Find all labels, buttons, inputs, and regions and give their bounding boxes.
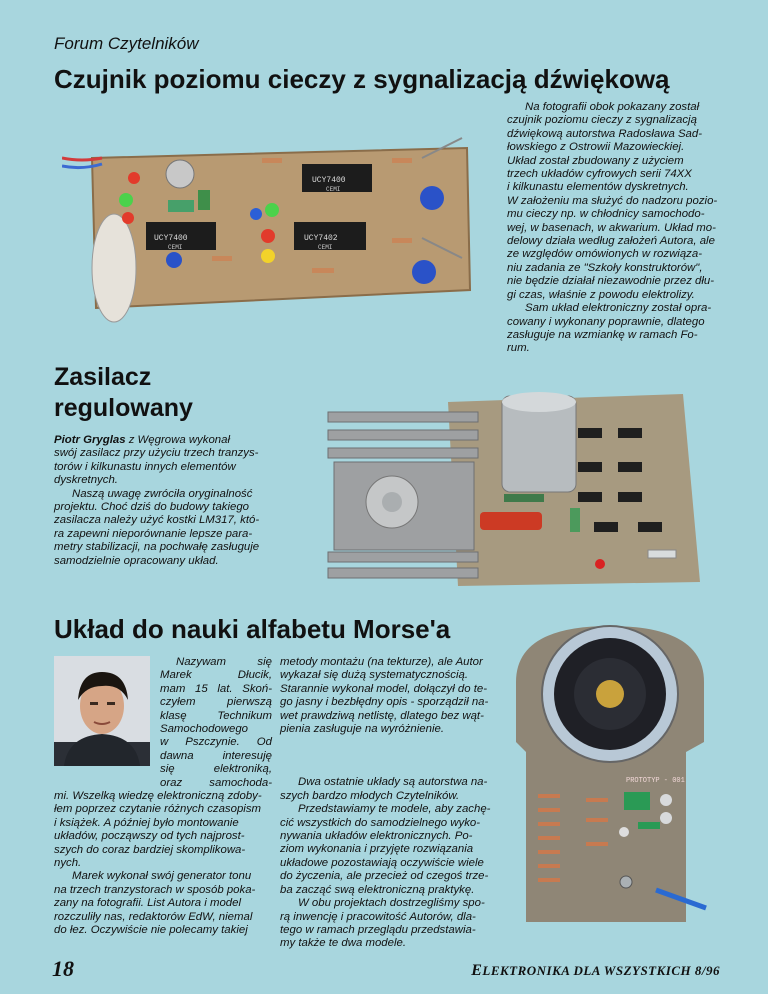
article3-line: wet prawdziwą netlistę, dlatego bez wąt- (280, 709, 484, 722)
article1-line: gi czas, właśnie z powodu elektrolizy. (507, 288, 695, 301)
article3-line: cić wszystkich do samodzielnego wyko- (280, 816, 481, 829)
article3-line: ziom wykonania i przyjęte rozwiązania (280, 843, 474, 856)
article1-line: wej, w basenach, w akwarium. Układ mo- (507, 221, 716, 234)
article3-line: i książek. A później było montowanie (54, 816, 239, 829)
article3-line: klasę Technikum (160, 709, 272, 722)
article1-photo-circuit-board (62, 118, 478, 340)
article1-line: trzech układów cyfrowych serii 74XX (507, 168, 692, 181)
article3-line: czyłem pierwszą (160, 696, 272, 709)
article3-line: metody montażu (na tekturze), ale Autor (280, 656, 483, 668)
article3-line: Przedstawiamy te modele, aby zachę- (298, 803, 491, 816)
article1-line: Na fotografii obok pokazany został (525, 101, 700, 113)
article1-line: W założeniu ma służyć do nadzoru pozio- (507, 194, 718, 207)
article2-line: metry stabilizacji, na pochwałę zasługuje (54, 541, 260, 554)
magazine-footer (471, 962, 720, 980)
article2-line: projektu. Choć dziś do budowy takiego (54, 501, 250, 514)
article3-line: Starannie wykonał model, dołączył do te- (280, 682, 488, 695)
article3-line: W obu projektach dostrzegliśmy spo- (298, 897, 485, 910)
article3-line: rozczuliły nas, redaktorów EdW, niemal (54, 910, 253, 923)
article3-line: układowe pozostawiają oczywiście wiele (280, 856, 484, 869)
article2-line: Naszą uwagę zwróciła oryginalność (72, 487, 253, 500)
article1-line: delowy działa według założeń Autora, ale (507, 235, 715, 248)
author-portrait-photo (54, 656, 150, 766)
article3-col1-wide (54, 790, 272, 937)
article3-line: rą inwencję i pracowitość Autorów, dla- (280, 910, 476, 923)
article3-line: zany na fotografii. List Autora i model (54, 897, 241, 910)
article3-line: wykazał się dużą systematycznością. (280, 669, 469, 682)
chip-label-2: UCY7400 (312, 176, 346, 185)
article2-body (54, 434, 268, 568)
article3-line: dawna interesuję (160, 749, 272, 762)
article3-line: pienia zasługuje na wyróżnienie. (280, 723, 445, 736)
article3-line: szych bardzo młodych Czytelników. (280, 789, 460, 802)
article3-line: w Pszczynie. Od (160, 736, 272, 749)
article1-line: Sam układ elektroniczny został opra- (525, 302, 712, 315)
article1-line: cowany i wykonany poprawnie, dlatego (507, 315, 705, 328)
chip-label-3b: CEMI (318, 244, 333, 251)
article1-title: Czujnik poziomu cieczy z sygnalizacją dźwiękową (54, 64, 670, 94)
chip-label-1b: CEMI (168, 244, 183, 251)
article2-title (54, 362, 254, 424)
chip-label-3: UCY7402 (304, 234, 338, 243)
article2-line: torów i kilkunastu innych elementów (54, 460, 236, 473)
article1-line: i kilkunastu elementów dyskretnych. (507, 181, 689, 194)
article3-line: Marek Dłucik, (160, 669, 272, 682)
chip-label-1: UCY7400 (154, 234, 188, 243)
article3-line: szych do coraz bardziej skomplikowa- (54, 843, 246, 856)
chip-label-2b: CEMI (326, 186, 341, 193)
article2-title-line1: Zasilacz (54, 363, 152, 391)
article3-line: ba zacząć swą elektroniczną praktykę. (280, 883, 475, 896)
article3-photo-morse-device (506, 622, 714, 930)
section-label: Forum Czytelników (54, 34, 199, 53)
article3-line: mi. Wszelką wiedzę elektroniczną zdoby- (54, 790, 262, 802)
article3-line: łem poprzez czytanie różnych czasopism (54, 803, 262, 816)
article3-line: do łez. Oczywiście nie polecamy takiej (54, 924, 248, 937)
article3-col2 (280, 656, 492, 951)
article3-line: mam 15 lat. Skoń- (160, 682, 272, 695)
article1-line: mu cieczy np. w chłodnicy samochodo- (507, 208, 705, 221)
article2-line: ra zapewni nieporównanie lepsze para- (54, 527, 253, 540)
magazine-initial: E (471, 962, 483, 979)
article3-line: Dwa ostatnie układy są autorstwa na- (298, 776, 488, 789)
article2-line: samodzielnie opracowany układ. (54, 554, 219, 567)
article3-line: nych. (54, 857, 82, 870)
article1-line: czujnik poziomu cieczy z sygnalizacją (507, 114, 697, 127)
article3-line: układów, począwszy od tych najprost- (54, 830, 245, 843)
article2-title-line2: regulowany (54, 394, 193, 422)
article3-line: się elektroniką, (160, 763, 272, 776)
article3-line: do życzenia, ale przecież od czegoś trze- (280, 870, 489, 883)
article1-line: rum. (507, 342, 530, 355)
article3-line: Samochodowego (160, 723, 249, 736)
article1-body (507, 101, 719, 356)
magazine-name: LEKTRONIKA DLA WSZYSTKICH 8/96 (482, 963, 720, 978)
article2-photo-power-supply (288, 372, 714, 590)
article2-author: Piotr Gryglas (54, 434, 126, 446)
article2-line: swój zasilacz przy użyciu trzech tranzys- (54, 447, 259, 460)
article1-line: ze względów omówionych w rozwiąza- (507, 248, 702, 261)
article3-title: Układ do nauki alfabetu Morse'a (54, 614, 451, 644)
article3-line: tego w ramach przeglądu przedstawia- (280, 923, 476, 936)
article1-line: niu zadania ze "Szkoły konstruktorów", (507, 261, 703, 274)
article1-line: dźwiękową autorstwa Radosława Sad- (507, 127, 703, 140)
page-number: 18 (52, 956, 74, 981)
article3-line: go jasny i bezbłędny opis - sporządził na- (280, 696, 489, 709)
article1-line: łowskiego z Ostrowii Mazowieckiej. (507, 141, 685, 154)
article3-col1-narrow (160, 656, 272, 790)
article3-line: na trzech tranzystorach w sposób poka- (54, 883, 256, 896)
article3-line: oraz samochoda- (160, 776, 272, 789)
article1-line: Układ został zbudowany z użyciem (507, 154, 684, 167)
morse-board-label: PROTOTYP - 001 (626, 777, 685, 785)
article2-line: dyskretnych. (54, 474, 118, 487)
article2-line: zasilacza należy użyć kostki LM317, któ- (54, 514, 260, 527)
article2-line: z Węgrowa wykonał (125, 434, 230, 446)
article3-line: Marek wykonał swój generator tonu (72, 870, 252, 883)
article1-line: nie będzie działał niezawodnie przez dłu- (507, 275, 715, 288)
article3-line: Nazywam się (176, 656, 272, 668)
article3-line: my także te dwa modele. (280, 937, 406, 950)
article1-line: zasługuje na wzmiankę w ramach Fo- (507, 328, 698, 341)
article3-line: nywania układów elektronicznych. Po- (280, 830, 473, 843)
